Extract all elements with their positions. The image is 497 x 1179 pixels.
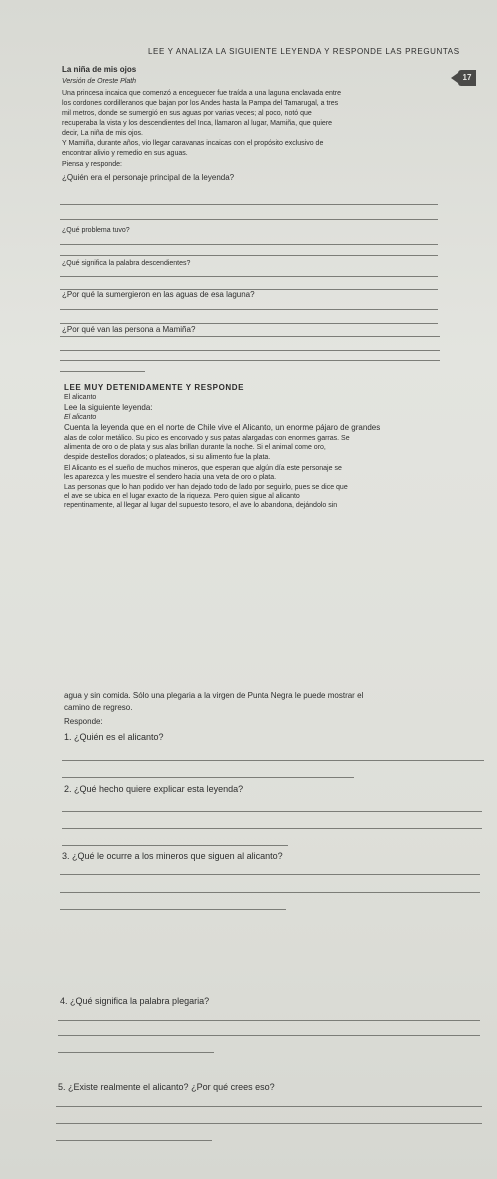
answer-line[interactable] (60, 874, 480, 875)
answer-line[interactable] (60, 350, 440, 351)
story-line: recuperaba la vista y los descendientes del Inca, llamaron al lugar, Mamiña, que quiere (62, 120, 333, 127)
story-line: los cordones cordilleranos que bajan por los Andes hasta la Pampa del Tamarugal, a tres (62, 100, 339, 107)
question-text: ¿Quién era el personaje principal de la leyenda? (62, 173, 235, 182)
answer-line[interactable] (58, 1020, 480, 1021)
answer-line[interactable] (62, 760, 484, 761)
question-text: 5. ¿Existe realmente el alicanto? ¿Por qué crees eso? (58, 1082, 275, 1092)
worksheet-heading: LEE Y ANALIZA LA SIGUIENTE LEYENDA Y RESPONDE LAS PREGUNTAS (148, 47, 460, 56)
answer-line[interactable] (62, 845, 288, 846)
story-line: Las personas que lo han podido ver han dejado todo de lado por seguirlo, pues se dice que (64, 484, 348, 491)
respond-label: Responde: (64, 717, 103, 726)
answer-line[interactable] (60, 309, 438, 310)
story-line: agua y sin comida. Sólo una plegaria a la virgen de Punta Negra le puede mostrar el (64, 691, 364, 700)
story-line: les aparezca y les muestre el sendero hacia una veta de oro o plata. (64, 474, 277, 481)
answer-line[interactable] (62, 811, 482, 812)
story-line: encontrar alivio y remedio en sus aguas. (62, 150, 188, 157)
question-text: ¿Qué significa la palabra descendientes? (62, 260, 191, 267)
section-heading: LEE MUY DETENIDAMENTE Y RESPONDE (64, 383, 245, 392)
answer-line[interactable] (62, 777, 354, 778)
answer-line[interactable] (58, 1052, 214, 1053)
answer-line[interactable] (56, 1106, 482, 1107)
story-line: Y Mamiña, durante años, vio llegar caravanas incaicas con el propósito exclusivo de (62, 140, 324, 147)
answer-line[interactable] (56, 1140, 212, 1141)
story-line: despide destellos dorados; o plateados, si su alimento fue la plata. (64, 454, 271, 461)
answer-line[interactable] (60, 204, 438, 205)
answer-line[interactable] (60, 892, 480, 893)
story-line: alimenta de oro o de plata y sus alas brillan durante la noche. Si el animal come oro, (64, 444, 326, 451)
question-text: ¿Qué problema tuvo? (62, 227, 130, 234)
answer-line[interactable] (56, 1123, 482, 1124)
answer-line[interactable] (62, 828, 482, 829)
story-author: Versión de Oreste Plath (62, 78, 137, 85)
story-line: repentinamente, al llegar al lugar del supuesto tesoro, el ave lo abandona, dejándolo sin (64, 502, 338, 509)
section-subheading: El alicanto (64, 394, 97, 401)
answer-line[interactable] (60, 219, 438, 220)
answer-line[interactable] (60, 371, 145, 372)
story-line: El Alicanto es el sueño de muchos mineros, que esperan que algún día este personaje se (64, 465, 342, 472)
story-line: camino de regreso. (64, 703, 133, 712)
question-text: 3. ¿Qué le ocurre a los mineros que siguen al alicanto? (62, 851, 283, 861)
page-number-badge: 17 (458, 70, 476, 86)
question-text: 2. ¿Qué hecho quiere explicar esta leyenda? (64, 784, 244, 794)
story-line: mil metros, donde se sumergió en sus aguas por varias veces; al poco, notó que (62, 110, 312, 117)
answer-line[interactable] (60, 360, 440, 361)
answer-line[interactable] (58, 1035, 480, 1036)
answer-line[interactable] (60, 244, 438, 245)
question-text: 1. ¿Quién es el alicanto? (64, 732, 164, 742)
story-line: decir, La niña de mis ojos. (62, 130, 143, 137)
answer-line[interactable] (60, 909, 286, 910)
story-line: Cuenta la leyenda que en el norte de Chile vive el Alicanto, un enorme pájaro de grandes (64, 423, 381, 432)
story-line: Una princesa incaica que comenzó a enceguecer fue traída a una laguna enclavada entre (62, 90, 342, 97)
answer-line[interactable] (60, 255, 438, 256)
answer-line[interactable] (60, 323, 438, 324)
prompt-label: Piensa y responde: (62, 161, 122, 168)
answer-line[interactable] (60, 336, 440, 337)
story-line: alas de color metálico. Su pico es encorvado y sus patas alargadas con enormes garras. Se (64, 435, 350, 442)
intro-text: Lee la siguiente leyenda: (64, 403, 153, 412)
story-line: el ave se ubica en el lugar exacto de la riqueza. Pero quien sigue al alicanto (64, 493, 300, 500)
story-title: La niña de mis ojos (62, 65, 137, 74)
question-text: ¿Por qué van las persona a Mamiña? (62, 325, 196, 334)
question-text: 4. ¿Qué significa la palabra plegaria? (60, 996, 210, 1006)
story-title: El alicanto (64, 414, 97, 421)
answer-line[interactable] (60, 276, 438, 277)
question-text: ¿Por qué la sumergieron en las aguas de esa laguna? (62, 290, 255, 299)
